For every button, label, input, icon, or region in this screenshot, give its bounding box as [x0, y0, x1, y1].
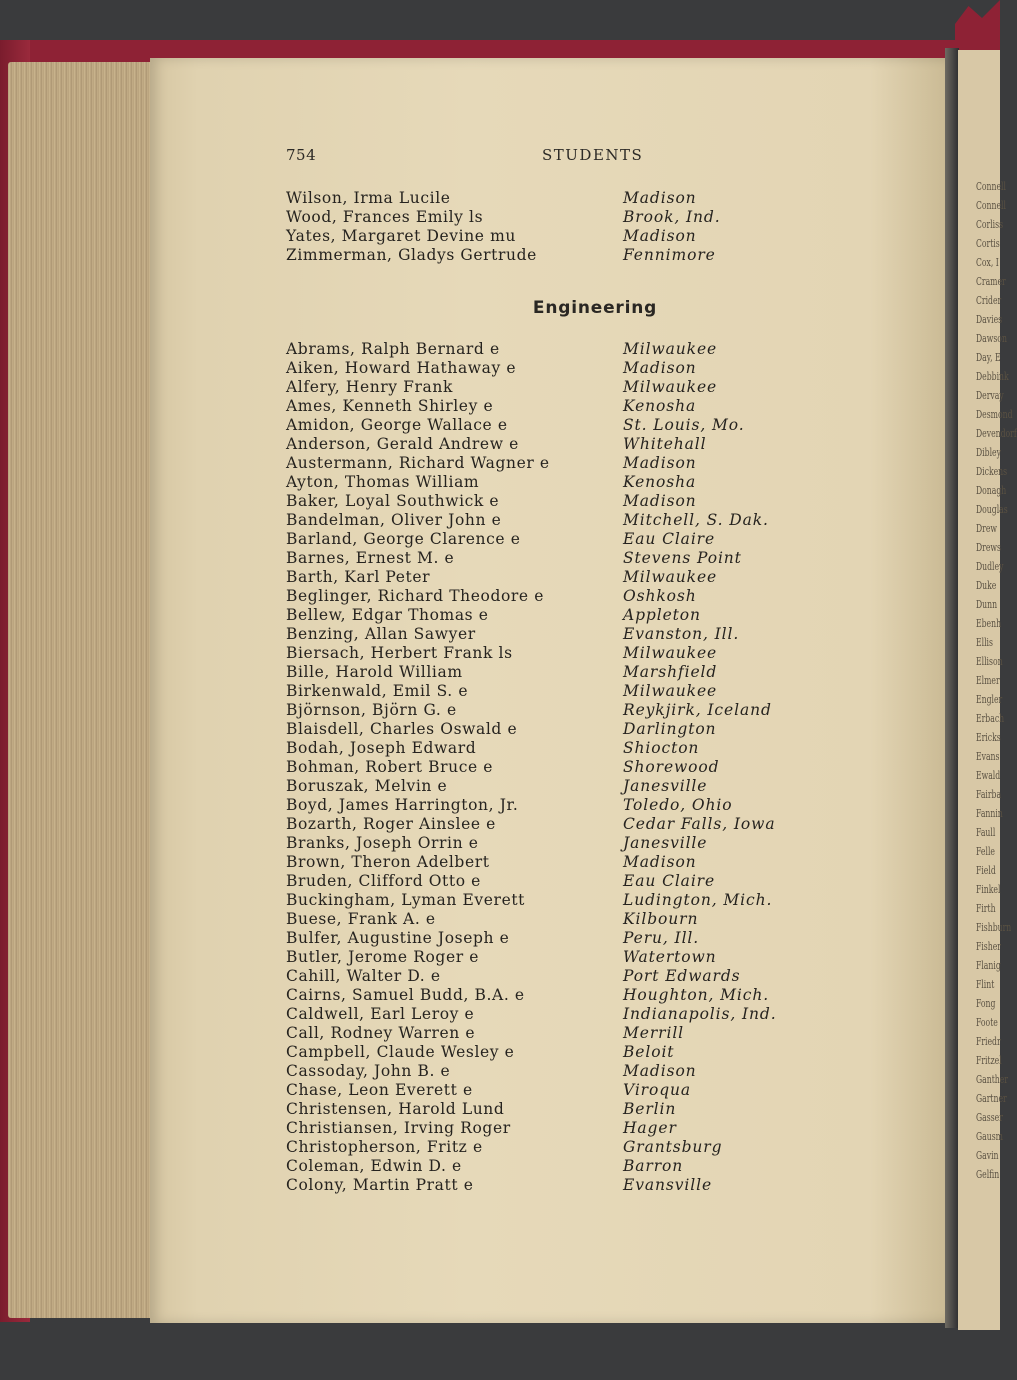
student-name: Campbell, Claude Wesley e: [286, 1043, 515, 1061]
student-hometown: Shiocton: [623, 739, 700, 757]
facing-page-fragment: Gelfin: [976, 1168, 1000, 1181]
list-item: [0, 359, 1000, 378]
facing-page-fragment: Felle: [976, 845, 995, 858]
facing-page-fragment: Dervay: [976, 389, 1004, 402]
facing-page-fragment: Faull: [976, 826, 996, 839]
student-name: Bandelman, Oliver John e: [286, 511, 502, 529]
list-item: [0, 1005, 1000, 1024]
facing-page-fragment: Ebenh: [976, 617, 1002, 630]
facing-page-fragment: Donagh: [976, 484, 1007, 497]
facing-page-fragment: Cortis: [976, 237, 1000, 250]
facing-page-fragment: Firth: [976, 902, 996, 915]
student-hometown: Milwaukee: [623, 340, 718, 358]
facing-page-fragment: Ericks: [976, 731, 1001, 744]
student-name: Boruszak, Melvin e: [286, 777, 448, 795]
student-name: Call, Rodney Warren e: [286, 1024, 476, 1042]
student-hometown: Madison: [623, 492, 697, 510]
list-item: [0, 416, 1000, 435]
facing-page-fragment: Fisher: [976, 940, 1001, 953]
student-hometown: Reykjirk, Iceland: [623, 701, 772, 719]
list-item: [0, 1176, 1000, 1195]
student-name: Aiken, Howard Hathaway e: [286, 359, 517, 377]
student-name: Baker, Loyal Southwick e: [286, 492, 500, 510]
student-hometown: Toledo, Ohio: [623, 796, 733, 814]
student-hometown: Oshkosh: [623, 587, 697, 605]
facing-page-fragment: Davies: [976, 313, 1003, 326]
student-hometown: Beloit: [623, 1043, 675, 1061]
facing-page-fragment: Elmer: [976, 674, 1000, 687]
student-name: Ayton, Thomas William: [286, 473, 480, 491]
facing-page-fragment: Dunn: [976, 598, 998, 611]
facing-page-fragment: Ellis: [976, 636, 993, 649]
list-item: [0, 189, 1000, 208]
student-name: Bohman, Robert Bruce e: [286, 758, 494, 776]
list-item: [0, 625, 1000, 644]
facing-page-fragment: Gavin: [976, 1149, 999, 1162]
student-name: Benzing, Allan Sawyer: [286, 625, 476, 643]
student-name: Björnson, Björn G. e: [286, 701, 457, 719]
student-hometown: Stevens Point: [623, 549, 742, 567]
list-item: [0, 891, 1000, 910]
student-hometown: Janesville: [623, 777, 708, 795]
list-item: [0, 208, 1000, 227]
page-number: 754: [286, 146, 317, 164]
student-hometown: Kenosha: [623, 397, 697, 415]
student-name: Austermann, Richard Wagner e: [286, 454, 550, 472]
facing-page-fragment: Douglas: [976, 503, 1008, 516]
list-item: [0, 682, 1000, 701]
student-hometown: Janesville: [623, 834, 708, 852]
list-item: [0, 340, 1000, 359]
student-hometown: Berlin: [623, 1100, 677, 1118]
facing-page-fragment: Cox, I: [976, 256, 999, 269]
list-item: [0, 834, 1000, 853]
student-name: Christopherson, Fritz e: [286, 1138, 483, 1156]
facing-page-fragment: Drew: [976, 522, 998, 535]
student-hometown: Merrill: [623, 1024, 685, 1042]
student-hometown: Madison: [623, 359, 697, 377]
student-hometown: Cedar Falls, Iowa: [623, 815, 776, 833]
facing-page-fragment: Evans: [976, 750, 1000, 763]
list-item: [0, 1062, 1000, 1081]
student-hometown: Grantsburg: [623, 1138, 723, 1156]
facing-page-fragment: Gartner: [976, 1092, 1007, 1105]
list-item: [0, 967, 1000, 986]
list-item: [0, 1081, 1000, 1100]
student-hometown: Madison: [623, 189, 697, 207]
student-name: Bozarth, Roger Ainslee e: [286, 815, 496, 833]
student-name: Cairns, Samuel Budd, B.A. e: [286, 986, 525, 1004]
facing-page-fragment: Day, E: [976, 351, 1001, 364]
student-hometown: Madison: [623, 853, 697, 871]
list-item: [0, 644, 1000, 663]
facing-page-fragment: Duke: [976, 579, 997, 592]
facing-page-fragment: Cramer: [976, 275, 1006, 288]
facing-page-fragment: Gasser: [976, 1111, 1003, 1124]
student-name: Cassoday, John B. e: [286, 1062, 451, 1080]
facing-page-fragment: Dickens: [976, 465, 1008, 478]
list-item: [0, 1043, 1000, 1062]
student-hometown: St. Louis, Mo.: [623, 416, 745, 434]
facing-page-fragment: Fairba: [976, 788, 1002, 801]
student-hometown: Watertown: [623, 948, 717, 966]
student-name: Blaisdell, Charles Oswald e: [286, 720, 518, 738]
student-name: Boyd, James Harrington, Jr.: [286, 796, 519, 814]
student-name: Yates, Margaret Devine mu: [286, 227, 516, 245]
student-hometown: Madison: [623, 454, 697, 472]
list-item: [0, 910, 1000, 929]
list-item: [0, 530, 1000, 549]
list-item: [0, 435, 1000, 454]
facing-page-fragment: Ellison: [976, 655, 1003, 668]
student-hometown: Shorewood: [623, 758, 720, 776]
list-item: [0, 1138, 1000, 1157]
facing-page-fragment: Flanig: [976, 959, 1001, 972]
facing-page-fragment: Fong: [976, 997, 996, 1010]
list-item: [0, 246, 1000, 265]
facing-page-fragment: Field: [976, 864, 996, 877]
student-hometown: Evansville: [623, 1176, 713, 1194]
student-hometown: Houghton, Mich.: [623, 986, 770, 1004]
student-hometown: Madison: [623, 227, 697, 245]
student-hometown: Kenosha: [623, 473, 697, 491]
facing-page-fragment: Drews: [976, 541, 1001, 554]
student-name: Buese, Frank A. e: [286, 910, 436, 928]
list-item: [0, 929, 1000, 948]
student-name: Cahill, Walter D. e: [286, 967, 441, 985]
student-name: Brown, Theron Adelbert: [286, 853, 490, 871]
list-item: [0, 454, 1000, 473]
facing-page-fragment: Gausm: [976, 1130, 1003, 1143]
list-item: [0, 815, 1000, 834]
student-name: Biersach, Herbert Frank ls: [286, 644, 513, 662]
student-name: Wilson, Irma Lucile: [286, 189, 451, 207]
list-item: [0, 872, 1000, 891]
facing-page-fragment: Connell: [976, 199, 1006, 212]
student-name: Anderson, Gerald Andrew e: [286, 435, 519, 453]
facing-page-fragment: Finkel: [976, 883, 1001, 896]
list-item: [0, 777, 1000, 796]
student-name: Bruden, Clifford Otto e: [286, 872, 481, 890]
section-heading: Engineering: [532, 298, 658, 318]
list-item: [0, 397, 1000, 416]
student-name: Barth, Karl Peter: [286, 568, 431, 586]
list-item: [0, 701, 1000, 720]
student-hometown: Port Edwards: [623, 967, 741, 985]
student-name: Beglinger, Richard Theodore e: [286, 587, 544, 605]
student-name: Barnes, Ernest M. e: [286, 549, 455, 567]
list-item: [0, 511, 1000, 530]
student-hometown: Brook, Ind.: [623, 208, 721, 226]
student-name: Buckingham, Lyman Everett: [286, 891, 525, 909]
list-item: [0, 948, 1000, 967]
list-item: [0, 720, 1000, 739]
list-item: [0, 587, 1000, 606]
student-hometown: Kilbourn: [623, 910, 699, 928]
list-item: [0, 663, 1000, 682]
facing-page-fragment: Dudley: [976, 560, 1004, 573]
student-hometown: Ludington, Mich.: [623, 891, 773, 909]
list-item: [0, 473, 1000, 492]
student-name: Christensen, Harold Lund: [286, 1100, 505, 1118]
student-name: Caldwell, Earl Leroy e: [286, 1005, 475, 1023]
student-name: Abrams, Ralph Bernard e: [286, 340, 500, 358]
facing-page-fragment: Debbink: [976, 370, 1009, 383]
student-hometown: Milwaukee: [623, 644, 718, 662]
student-hometown: Eau Claire: [623, 530, 716, 548]
student-name: Wood, Frances Emily ls: [286, 208, 484, 226]
student-name: Christiansen, Irving Roger: [286, 1119, 511, 1137]
facing-page-fragment: Dibley: [976, 446, 1001, 459]
running-head: [0, 146, 1000, 166]
list-item: [0, 758, 1000, 777]
list-item: [0, 1100, 1000, 1119]
list-item: [0, 986, 1000, 1005]
student-hometown: Milwaukee: [623, 568, 718, 586]
list-item: [0, 549, 1000, 568]
facing-page-fragment: Connell: [976, 180, 1006, 193]
student-hometown: Eau Claire: [623, 872, 716, 890]
student-hometown: Viroqua: [623, 1081, 692, 1099]
student-name: Branks, Joseph Orrin e: [286, 834, 479, 852]
student-name: Barland, George Clarence e: [286, 530, 521, 548]
student-hometown: Barron: [623, 1157, 684, 1175]
student-name: Bille, Harold William: [286, 663, 463, 681]
student-name: Bellew, Edgar Thomas e: [286, 606, 489, 624]
student-name: Colony, Martin Pratt e: [286, 1176, 474, 1194]
student-name: Birkenwald, Emil S. e: [286, 682, 469, 700]
student-name: Chase, Leon Everett e: [286, 1081, 473, 1099]
student-name: Zimmerman, Gladys Gertrude: [286, 246, 537, 264]
student-name: Bulfer, Augustine Joseph e: [286, 929, 510, 947]
student-hometown: Peru, Ill.: [623, 929, 700, 947]
facing-page-fragment: Flint: [976, 978, 995, 991]
student-hometown: Milwaukee: [623, 378, 718, 396]
list-item: [0, 796, 1000, 815]
list-item: [0, 1119, 1000, 1138]
list-item: [0, 1024, 1000, 1043]
student-hometown: Milwaukee: [623, 682, 718, 700]
facing-page-fragment: Fritzel: [976, 1054, 1002, 1067]
list-item: [0, 1157, 1000, 1176]
list-item: [0, 378, 1000, 397]
student-name: Alfery, Henry Frank: [286, 378, 453, 396]
facing-page-fragment: Fishburn: [976, 921, 1012, 934]
student-hometown: Darlington: [623, 720, 717, 738]
student-hometown: Marshfield: [623, 663, 718, 681]
facing-page-fragment: Engler: [976, 693, 1003, 706]
student-hometown: Appleton: [623, 606, 701, 624]
facing-page-fragment: Devendorf: [976, 427, 1017, 440]
student-hometown: Evanston, Ill.: [623, 625, 740, 643]
list-item: [0, 492, 1000, 511]
student-hometown: Hager: [623, 1119, 677, 1137]
facing-page-fragment: Crider: [976, 294, 1002, 307]
list-item: [0, 853, 1000, 872]
facing-page-fragment: Ewald: [976, 769, 1001, 782]
facing-page-fragment: Ganther: [976, 1073, 1008, 1086]
student-name: Ames, Kenneth Shirley e: [286, 397, 494, 415]
facing-page-fragment: Dawson: [976, 332, 1007, 345]
list-item: [0, 739, 1000, 758]
student-hometown: Mitchell, S. Dak.: [623, 511, 769, 529]
student-name: Coleman, Edwin D. e: [286, 1157, 462, 1175]
student-hometown: Madison: [623, 1062, 697, 1080]
facing-page-fragment: Friedr: [976, 1035, 1001, 1048]
running-title: STUDENTS: [542, 146, 644, 164]
student-hometown: Whitehall: [623, 435, 707, 453]
student-name: Butler, Jerome Roger e: [286, 948, 480, 966]
student-hometown: Fennimore: [623, 246, 716, 264]
student-name: Amidon, George Wallace e: [286, 416, 508, 434]
list-item: [0, 568, 1000, 587]
facing-page-fragment: Fannin: [976, 807, 1003, 820]
facing-page-fragment: Corliss: [976, 218, 1004, 231]
facing-page-fragment: Desmond: [976, 408, 1013, 421]
student-name: Bodah, Joseph Edward: [286, 739, 477, 757]
list-item: [0, 227, 1000, 246]
facing-page-fragment: Erbach: [976, 712, 1005, 725]
facing-page-fragment: Foote: [976, 1016, 998, 1029]
list-item: [0, 606, 1000, 625]
student-hometown: Indianapolis, Ind.: [623, 1005, 777, 1023]
